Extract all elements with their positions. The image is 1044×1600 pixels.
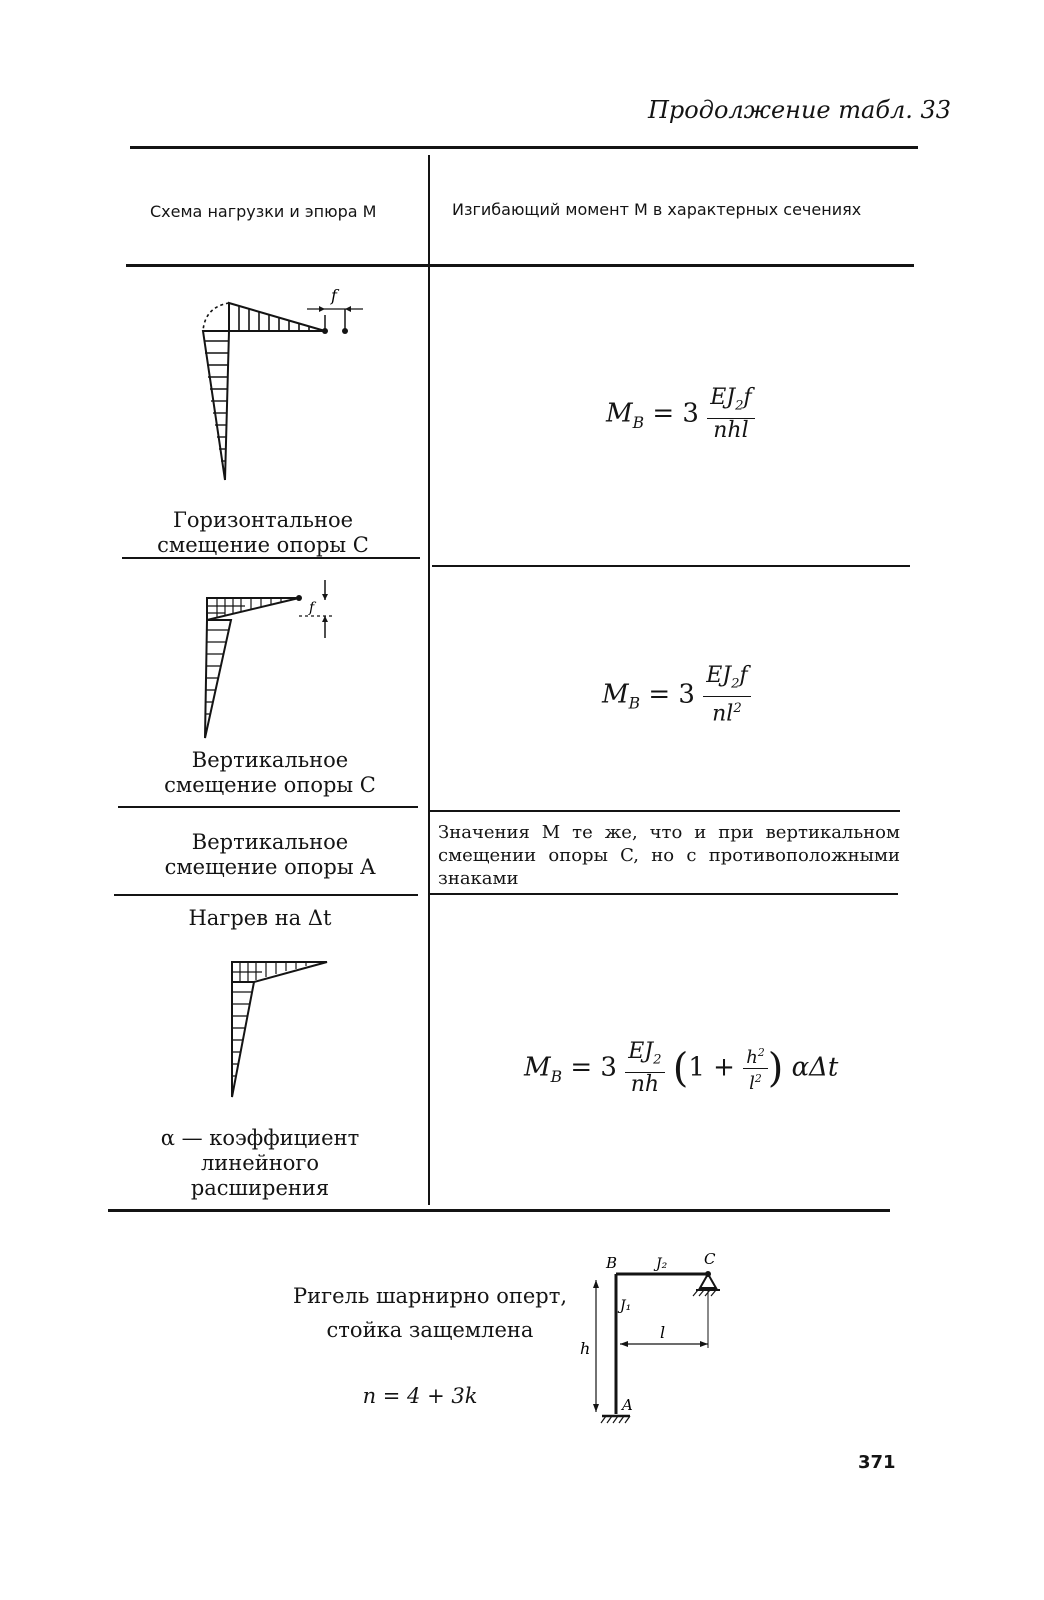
table-bottom-rule bbox=[108, 1209, 890, 1212]
paren-fraction bbox=[743, 1043, 767, 1094]
frac-num-sub: 2 bbox=[735, 398, 744, 414]
row1-rule-right bbox=[432, 565, 910, 567]
formula-lhs: M bbox=[602, 679, 629, 710]
header-bottom-rule bbox=[126, 264, 914, 267]
row3-note: Значения M те же, что и при вертикальном смещении опоры C, но с противоположными знаками bbox=[438, 822, 900, 889]
row4-formula bbox=[524, 1040, 838, 1097]
formula-lhs-sub: B bbox=[632, 413, 645, 432]
frame-label-j-beam: J₂ bbox=[656, 1256, 668, 1272]
frac-num: EJ bbox=[628, 1039, 654, 1064]
formula-coef: = 3 bbox=[652, 398, 699, 429]
paren-one: 1 + bbox=[688, 1052, 735, 1083]
frac-num: EJ bbox=[706, 663, 732, 688]
table-top-rule bbox=[130, 146, 918, 149]
paren-num-sup: 2 bbox=[757, 1046, 765, 1060]
row2-rule-left bbox=[118, 806, 418, 808]
svg-text:f: f bbox=[309, 600, 315, 616]
footer-description-line2: стойка защемлена bbox=[326, 1318, 534, 1342]
running-header: Продолжение табл. 33 bbox=[648, 96, 952, 124]
row3-caption: Вертикальное смещение опоры A bbox=[164, 830, 376, 879]
frac-den-sup: 2 bbox=[733, 701, 742, 717]
row4-caption: Нагрев на Δt bbox=[188, 906, 332, 930]
formula-coef: = 3 bbox=[570, 1052, 617, 1083]
frac-num-sub: 2 bbox=[653, 1052, 662, 1068]
frac-num-sub: 2 bbox=[731, 676, 740, 692]
frac-den: nl bbox=[712, 701, 734, 727]
header-moment: Изгибающий момент M в характерных сечениях bbox=[452, 200, 862, 219]
footer-description-line1: Ригель шарнирно оперт, bbox=[292, 1284, 568, 1308]
row4-caption-footer: α — коэффициент линейного расширения bbox=[160, 1126, 360, 1200]
row2-caption: Вертикальное смещение опоры C bbox=[164, 748, 376, 797]
svg-text:f: f bbox=[331, 286, 337, 305]
formula-tail: αΔt bbox=[791, 1052, 839, 1083]
frame-label-j-column: J₁ bbox=[620, 1298, 632, 1314]
formula-lhs-sub: B bbox=[550, 1067, 563, 1086]
paren-close: ) bbox=[767, 1045, 784, 1092]
header-scheme: Схема нагрузки и эпюра M bbox=[150, 202, 377, 221]
frame-diagram bbox=[572, 1244, 762, 1444]
frame-label-l: l bbox=[660, 1323, 666, 1342]
row1-moment-diagram bbox=[195, 285, 375, 485]
frac-den: nh bbox=[630, 1072, 660, 1098]
frame-label-h: h bbox=[580, 1339, 591, 1358]
formula-lhs: M bbox=[524, 1052, 551, 1083]
row2-formula bbox=[602, 664, 751, 727]
paren-den-sup: 2 bbox=[754, 1072, 762, 1086]
row3-rule-left bbox=[114, 894, 418, 896]
row3-rule-right bbox=[428, 893, 898, 895]
formula-lhs: M bbox=[606, 398, 633, 429]
frac-num-tail: f bbox=[739, 663, 748, 688]
frame-label-b: B bbox=[606, 1254, 618, 1272]
paren-num: h bbox=[746, 1047, 758, 1069]
page-number: 371 bbox=[858, 1452, 896, 1473]
frac-den: nhl bbox=[713, 418, 749, 444]
formula-fraction bbox=[625, 1040, 664, 1097]
frame-label-a: A bbox=[622, 1396, 633, 1414]
frac-num: EJ bbox=[710, 385, 736, 410]
row1-formula bbox=[606, 386, 755, 443]
formula-fraction bbox=[703, 664, 750, 727]
paren-den: l bbox=[749, 1073, 755, 1095]
paren-open: ( bbox=[672, 1045, 689, 1092]
row4-moment-diagram bbox=[222, 952, 337, 1102]
row2-moment-diagram bbox=[195, 578, 345, 743]
row2-rule-right bbox=[428, 810, 900, 812]
frame-label-c: C bbox=[704, 1250, 716, 1268]
formula-lhs-sub: B bbox=[628, 694, 641, 713]
formula-coef: = 3 bbox=[648, 679, 695, 710]
footer-formula: n = 4 + 3k bbox=[362, 1384, 478, 1408]
table-column-divider bbox=[428, 155, 430, 1205]
formula-fraction bbox=[707, 386, 754, 443]
row1-caption: Горизонтальное смещение опоры C bbox=[157, 508, 369, 557]
frac-num-tail: f bbox=[743, 385, 752, 410]
